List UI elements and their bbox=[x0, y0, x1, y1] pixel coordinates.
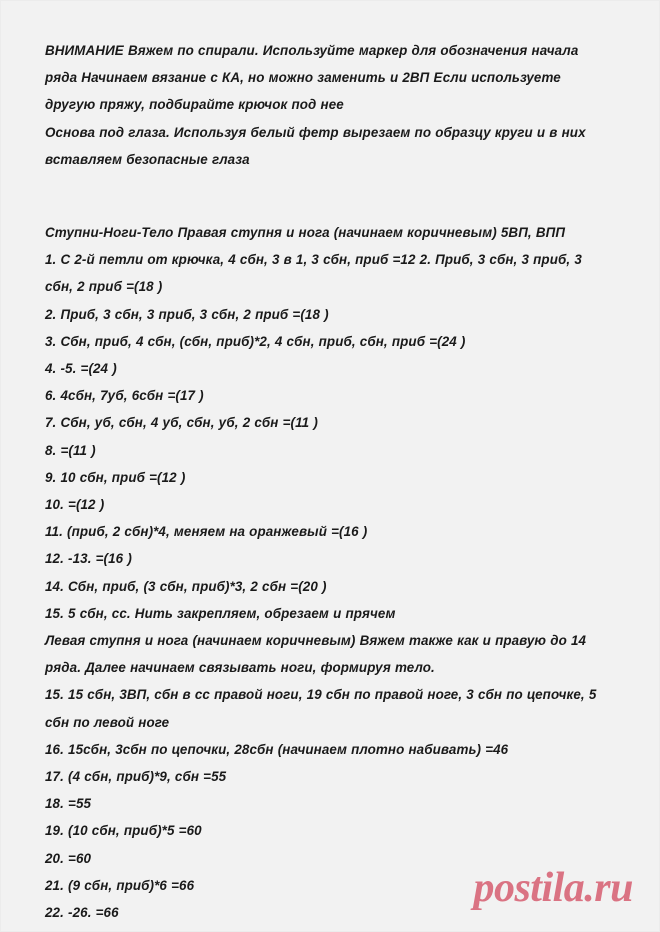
document-content bbox=[45, 37, 607, 926]
pattern-row: 3. Сбн, приб, 4 сбн, (сбн, приб)*2, 4 сбн, приб, сбн, приб =(24 ) bbox=[45, 333, 466, 349]
pattern-row: 7. Сбн, уб, сбн, 4 уб, сбн, уб, 2 сбн =(11 ) bbox=[45, 415, 318, 431]
pattern-row: 16. 15сбн, 3сбн по цепочки, 28сбн (начинаем плотно набивать) =46 bbox=[45, 741, 509, 757]
section-gap bbox=[45, 173, 607, 219]
pattern-row: 6. 4сбн, 7уб, 6сбн =(17 ) bbox=[45, 388, 204, 404]
pattern-row: 2. Приб, 3 сбн, 3 приб, 3 сбн, 2 приб =(18 ) bbox=[45, 306, 329, 322]
section-right-leg bbox=[45, 219, 607, 627]
section-left-leg-heading: Левая ступня и нога (начинаем коричневым) Вяжем также как и правую до 14 ряда. Далее начинаем связывать ноги, формируя тело. bbox=[45, 633, 587, 676]
pattern-row: 10. =(12 ) bbox=[45, 497, 105, 513]
pattern-row: 22. -26. =66 bbox=[45, 905, 119, 921]
intro-block bbox=[45, 37, 607, 173]
pattern-row: 9. 10 сбн, приб =(12 ) bbox=[45, 469, 186, 485]
pattern-row: 18. =55 bbox=[45, 796, 92, 812]
pattern-row: 12. -13. =(16 ) bbox=[45, 551, 132, 567]
pattern-row: 11. (приб, 2 сбн)*4, меняем на оранжевый =(16 ) bbox=[45, 524, 368, 540]
pattern-row: 4. -5. =(24 ) bbox=[45, 361, 117, 377]
pattern-row: 14. Сбн, приб, (3 сбн, приб)*3, 2 сбн =(20 ) bbox=[45, 578, 327, 594]
section-right-leg-heading: Ступни-Ноги-Тело Правая ступня и нога (начинаем коричневым) 5ВП, ВПП bbox=[45, 225, 566, 241]
pattern-row: 8. =(11 ) bbox=[45, 442, 96, 458]
pattern-row: 17. (4 сбн, приб)*9, сбн =55 bbox=[45, 769, 227, 785]
pattern-row: 15. 5 сбн, сс. Нить закрепляем, обрезаем и прячем bbox=[45, 605, 396, 621]
pattern-row: 21. (9 сбн, приб)*6 =66 bbox=[45, 877, 195, 893]
pattern-row: 15. 15 сбн, 3ВП, сбн в сс правой ноги, 19 сбн по правой ноге, 3 сбн по цепочке, 5 сбн по левой ноге bbox=[45, 687, 597, 730]
pattern-row: 20. =60 bbox=[45, 850, 92, 866]
postila-watermark: postila.ru bbox=[473, 865, 633, 911]
intro-paragraph-attention: ВНИМАНИЕ Вяжем по спирали. Используйте маркер для обозначения начала ряда Начинаем вязание с КА, но можно заменить и 2ВП Если используете другую пряжу, подбирайте крючок под нее bbox=[45, 43, 579, 113]
intro-paragraph-eyes: Основа под глаза. Используя белый фетр вырезаем по образцу круги и в них вставляем безопасные глаза bbox=[45, 124, 586, 167]
pattern-row: 1. С 2-й петли от крючка, 4 сбн, 3 в 1, 3 сбн, приб =12 2. Приб, 3 сбн, 3 приб, 3 сбн, 2 приб =(18 ) bbox=[45, 252, 582, 295]
pattern-row: 19. (10 сбн, приб)*5 =60 bbox=[45, 823, 202, 839]
